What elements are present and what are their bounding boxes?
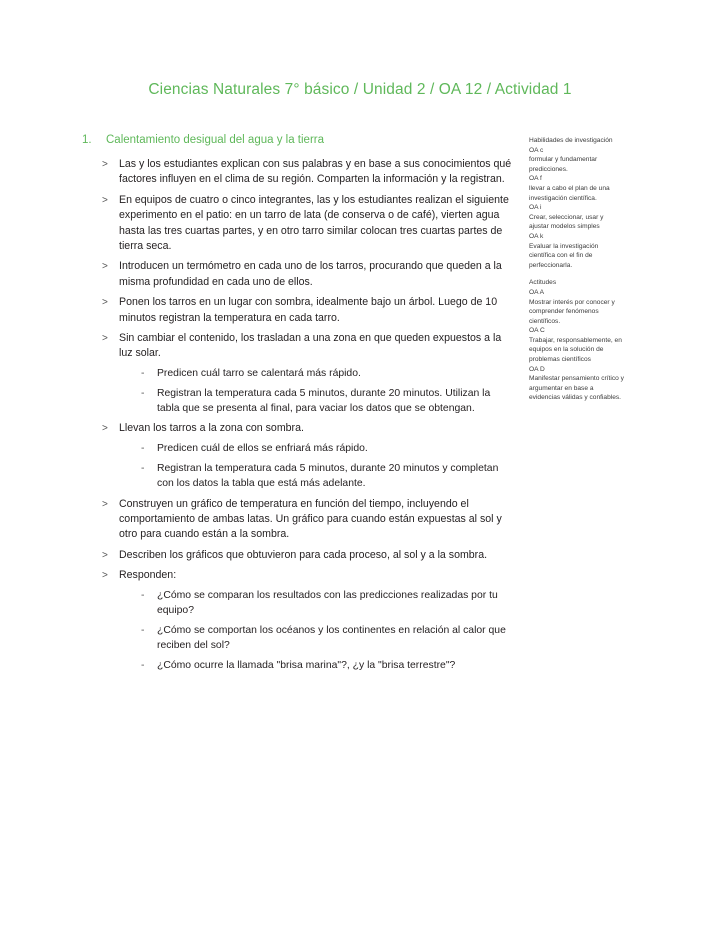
dash-bullet-icon: - bbox=[141, 388, 145, 400]
activity-subitem-list bbox=[119, 366, 514, 417]
sidebar-objective-code: OA f bbox=[529, 175, 542, 183]
chevron-right-icon: > bbox=[102, 194, 108, 206]
activity-list bbox=[82, 157, 514, 674]
chevron-right-icon: > bbox=[102, 159, 108, 170]
chevron-right-icon: > bbox=[102, 297, 108, 309]
section-number: 1. bbox=[82, 134, 92, 146]
sidebar-objective-code: OA C bbox=[529, 327, 545, 335]
chevron-right-icon: > bbox=[102, 423, 108, 435]
activity-subitem bbox=[141, 366, 514, 381]
chevron-right-icon: > bbox=[102, 549, 108, 561]
activity-subitem-text: ¿Cómo se comparan los resultados con las predicciones realizadas por tu equipo? bbox=[157, 589, 498, 616]
activity-item bbox=[102, 295, 514, 326]
dash-bullet-icon: - bbox=[141, 624, 145, 636]
activity-subitem-text: Predicen cuál de ellos se enfriará más rápido. bbox=[157, 442, 368, 454]
activity-item-text: Ponen los tarros en un lugar con sombra, idealmente bajo un árbol. Luego de 10 minutos registran la temperatura en cada tarro. bbox=[119, 296, 498, 324]
activity-subitem-text: ¿Cómo ocurre la llamada "brisa marina"?, ¿y la "brisa terrestre"? bbox=[157, 660, 456, 672]
activity-subitem bbox=[141, 623, 514, 653]
sidebar-section-title: Actitudes bbox=[529, 279, 557, 287]
sidebar-objective-text: Trabajar, responsablemente, en equipos en la solución de problemas científicos bbox=[529, 336, 622, 364]
activity-subitem bbox=[141, 386, 514, 416]
activity-subitem bbox=[141, 588, 514, 618]
activity-item-text: Describen los gráficos que obtuvieron para cada proceso, al sol y a la sombra. bbox=[119, 548, 488, 561]
dash-bullet-icon: - bbox=[141, 660, 145, 672]
activity-subitem-list bbox=[119, 441, 514, 492]
sidebar-section-title: Habilidades de investigación bbox=[529, 137, 613, 144]
section-heading bbox=[82, 133, 514, 148]
sidebar-objective-text: Evaluar la investigación científica con el fin de perfeccionarla. bbox=[529, 242, 599, 269]
sidebar-objective-code: OA i bbox=[529, 204, 542, 212]
activity-subitem-text: Predicen cuál tarro se calentará más rápido. bbox=[157, 367, 361, 379]
activity-subitem-text: ¿Cómo se comportan los océanos y los continentes en relación al calor que reciben del sol? bbox=[157, 624, 506, 652]
activity-subitem-text: Registran la temperatura cada 5 minutos, durante 20 minutos. Utilizan la tabla que se presenta al final, para vaciar los datos que se obtengan. bbox=[157, 388, 491, 415]
sidebar-objectives bbox=[529, 136, 625, 403]
sidebar-objective-text: Crear, seleccionar, usar y ajustar modelos simples bbox=[529, 213, 604, 231]
sidebar-objective-text: formular y fundamentar predicciones. bbox=[529, 156, 598, 173]
dash-bullet-icon: - bbox=[141, 367, 145, 379]
activity-item bbox=[102, 331, 514, 416]
activity-item bbox=[102, 568, 514, 673]
activity-item-text: Construyen un gráfico de temperatura en función del tiempo, incluyendo el comportamiento de ambas latas. Un gráfico para cuando están expuestas al sol y otro para cuando están a la sombra. bbox=[119, 497, 502, 541]
activity-item-text: Responden: bbox=[119, 569, 177, 582]
activity-item-text: Las y los estudiantes explican con sus palabras y en base a sus conocimientos qué factores influyen en el clima de su región. Comparten la información y la registran. bbox=[119, 158, 512, 186]
sidebar-objective-text: Manifestar pensamiento crítico y argumentar en base a evidencias válidas y confiables. bbox=[529, 375, 624, 402]
activity-item bbox=[102, 193, 514, 255]
sidebar-objective-code: OA D bbox=[529, 365, 545, 373]
activity-subitem-text: Registran la temperatura cada 5 minutos, durante 20 minutos y completan con los datos la tabla que está más adelante. bbox=[157, 463, 499, 490]
sidebar-objective-code: OA A bbox=[529, 288, 545, 296]
activity-subitem bbox=[141, 658, 514, 673]
activity-subitem bbox=[141, 441, 514, 456]
activity-item bbox=[102, 421, 514, 491]
activity-subitem bbox=[141, 461, 514, 491]
sidebar-spacer bbox=[529, 270, 625, 278]
dash-bullet-icon: - bbox=[141, 463, 145, 475]
chevron-right-icon: > bbox=[102, 498, 108, 510]
chevron-right-icon: > bbox=[102, 333, 108, 345]
activity-item bbox=[102, 548, 514, 563]
sidebar-section bbox=[529, 136, 625, 270]
chevron-right-icon: > bbox=[102, 570, 108, 582]
main-content bbox=[82, 133, 514, 679]
activity-subitem-list bbox=[119, 588, 514, 674]
sidebar-objective-code: OA k bbox=[529, 232, 544, 240]
section-heading-label: Calentamiento desigual del agua y la tierra bbox=[106, 134, 324, 146]
sidebar-objective-text: llevar a cabo el plan de una investigación científica. bbox=[529, 184, 610, 202]
chevron-right-icon: > bbox=[102, 261, 108, 273]
activity-item bbox=[102, 157, 514, 188]
sidebar-objective-text: Mostrar interés por conocer y comprender fenómenos científicos. bbox=[529, 298, 615, 325]
activity-item-text: Introducen un termómetro en cada uno de los tarros, procurando que queden a la misma profundidad en cada uno de ellos. bbox=[119, 260, 502, 288]
activity-item bbox=[102, 259, 514, 290]
activity-item bbox=[102, 497, 514, 543]
page-title: Ciencias Naturales 7° básico / Unidad 2 / OA 12 / Actividad 1 bbox=[148, 81, 572, 98]
sidebar-section bbox=[529, 278, 625, 403]
activity-item-text: Sin cambiar el contenido, los trasladan a una zona en que queden expuestos a la luz solar. bbox=[119, 332, 502, 360]
dash-bullet-icon: - bbox=[141, 589, 145, 601]
dash-bullet-icon: - bbox=[141, 442, 145, 454]
activity-item-text: Llevan los tarros a la zona con sombra. bbox=[119, 422, 304, 435]
activity-item-text: En equipos de cuatro o cinco integrantes, las y los estudiantes realizan el siguiente experimento en el patio: en un tarro de lata (de conserva o de café), vierten agua hasta las tres cuartas partes, y en otro tarro similar colocan tres cuartas partes de tierra seca. bbox=[119, 193, 509, 253]
sidebar-objective-code: OA c bbox=[529, 146, 544, 154]
